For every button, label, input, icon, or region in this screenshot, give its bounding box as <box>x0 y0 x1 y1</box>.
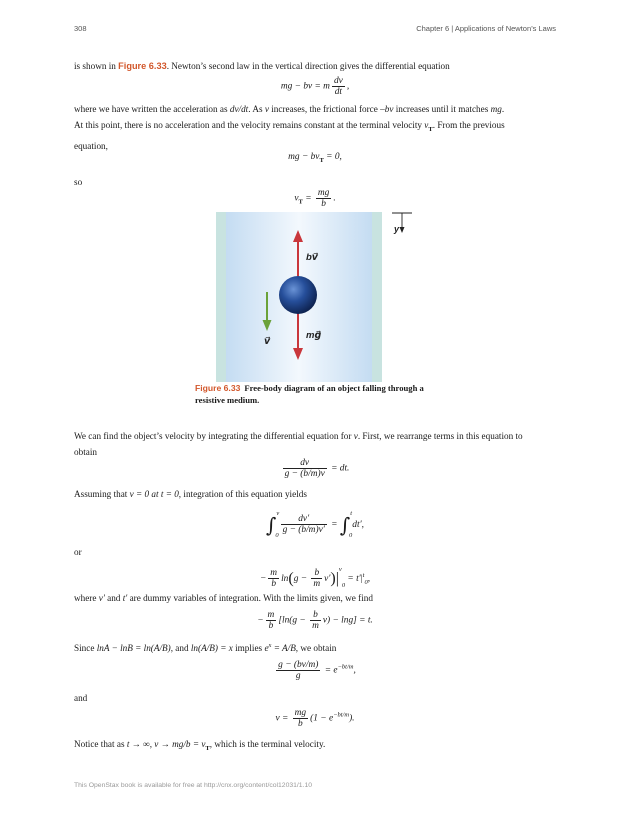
text: and <box>173 643 191 654</box>
term: g − <box>293 574 310 584</box>
numerator: g − (bv/m) <box>278 660 319 670</box>
term: (1 − e <box>310 713 334 724</box>
text: integration of this equation yields <box>181 489 307 499</box>
line <box>74 428 556 444</box>
text: and <box>104 593 123 603</box>
lower-limit: 0 <box>275 532 279 539</box>
denominator: m <box>313 579 321 590</box>
numerator: mg <box>317 188 330 198</box>
text: we obtain <box>298 643 337 654</box>
eq-tail: , <box>353 665 356 676</box>
equation-terminal <box>0 152 630 164</box>
text: . First, we rearrange terms in this equation to <box>357 431 523 441</box>
equation-velocity <box>0 708 630 729</box>
paragraph-assume <box>74 486 556 502</box>
chapter-header: Chapter 6 | Applications of Newton’s Laws <box>416 24 556 33</box>
text: are dummy variables of integration. With the limits given, we find <box>127 593 373 603</box>
fraction <box>316 188 331 209</box>
math: e <box>264 643 269 654</box>
numerator: b <box>311 568 322 579</box>
denominator: b <box>271 579 277 590</box>
eq-tail: = dt. <box>328 463 350 474</box>
math: v <box>353 431 358 441</box>
denominator: b <box>298 719 303 729</box>
math: ln(A/B) = x <box>190 643 233 654</box>
equation-rearranged <box>0 458 630 479</box>
lower-limit: 0 <box>341 582 346 589</box>
fraction <box>276 660 320 681</box>
math: , <box>209 739 213 749</box>
denominator: b <box>268 621 274 631</box>
text: is shown in <box>74 61 119 71</box>
equals: = <box>328 520 340 530</box>
text: At this point, there is no acceleration and the velocity remains constant at the terminal velocity <box>74 120 425 130</box>
math: v <box>424 120 429 130</box>
fraction <box>268 568 279 589</box>
upper-limit: t <box>362 571 365 579</box>
minus: − <box>259 574 267 584</box>
paragraph-dummy <box>74 590 556 606</box>
figure-caption <box>195 382 445 406</box>
text: . As <box>248 104 265 114</box>
term: v) − lng] = t. <box>322 615 373 626</box>
eq-tail: , <box>367 574 371 584</box>
word-and: and <box>74 693 88 703</box>
text: Since <box>74 643 97 654</box>
numerator: dv <box>283 458 327 469</box>
integral-sign: ∫ <box>339 512 351 537</box>
falling-ball <box>279 276 317 314</box>
lower-limit: 0 <box>364 578 368 586</box>
text: Assuming that <box>74 489 130 499</box>
numerator: dv′ <box>281 514 327 525</box>
equals: = <box>302 193 314 204</box>
numerator: dv <box>333 76 343 86</box>
integral-sign: ∫ <box>266 512 277 537</box>
line <box>74 101 556 117</box>
numerator: m <box>270 568 278 579</box>
subscript: T <box>205 744 210 752</box>
fraction <box>281 514 327 535</box>
superscript: −bt/m <box>337 663 354 671</box>
line <box>74 117 556 138</box>
text: . From the previous <box>432 120 505 130</box>
footer-note: This OpenStax book is available for free at http://cnx.org/content/col12031/1.10 <box>74 782 313 789</box>
page-number: 308 <box>74 24 87 33</box>
math: v <box>264 104 269 114</box>
eq-tail: ). <box>349 713 355 724</box>
subscript: T <box>298 198 303 206</box>
eq-lhs: mg − bv = m <box>280 81 330 92</box>
velocity-label: v⃗ <box>264 336 271 347</box>
text: where <box>74 593 99 603</box>
lower-limit: 0 <box>349 532 353 539</box>
upper-limit: t <box>350 510 353 517</box>
term: v′ <box>324 574 331 584</box>
math: dv/dt <box>229 104 249 114</box>
ln: ln <box>281 574 289 584</box>
denominator: g − (b/m)v <box>284 469 325 479</box>
denominator: b <box>321 199 326 209</box>
drag-force-label: bv⃗ <box>306 252 318 263</box>
eq-rhs: = e <box>322 665 338 676</box>
text: which is the terminal velocity. <box>212 739 326 749</box>
word-or: or <box>74 547 82 557</box>
eq-body: mg − bv <box>288 152 320 162</box>
denominator: g − (b/m)v′ <box>282 525 325 536</box>
numerator: m <box>267 610 275 620</box>
paragraph-terminal <box>74 101 556 154</box>
fraction <box>311 568 322 589</box>
superscript: −bt/m <box>333 711 350 719</box>
subscript: T <box>319 156 324 164</box>
figure-link[interactable]: Figure 6.33 <box>118 61 167 71</box>
denominator: g <box>295 671 301 681</box>
numerator: mg <box>294 708 307 718</box>
math: bv <box>384 104 394 114</box>
equation-newton <box>0 76 630 97</box>
math: v = 0 at t = 0, <box>129 489 182 499</box>
text: increases, the frictional force – <box>268 104 385 114</box>
caption-text: Free-body diagram of an object falling through a resistive medium. <box>195 383 424 405</box>
text: Notice that as <box>74 739 127 749</box>
denominator: dt <box>334 87 343 97</box>
equation-log-limits: − $\frac{m}{b}$ ln(g − $\frac{b}{m}$ $v')|^v_0 = t'|^t_0$, <box>259 566 371 590</box>
weight-force-label: mg⃗ <box>306 330 322 341</box>
equation-vt <box>0 188 630 209</box>
fraction <box>310 610 321 631</box>
fraction <box>283 458 327 479</box>
paragraph-since <box>74 638 556 656</box>
math: v′ <box>98 593 105 603</box>
text: . Newton’s second law in the vertical direction gives the differential equation <box>166 61 450 71</box>
eq-tail: , <box>346 81 350 92</box>
upper-limit: v <box>338 566 342 573</box>
numerator: b <box>310 610 321 621</box>
free-body-diagram <box>210 210 430 382</box>
math: t → ∞, v → mg/b = v <box>126 739 206 749</box>
eq-lhs: v <box>294 193 299 204</box>
y-axis-arrowhead <box>400 227 405 233</box>
superscript: x <box>268 642 272 649</box>
minus: − <box>257 615 264 626</box>
eq-tail: = 0, <box>323 152 342 162</box>
math: mg <box>490 104 502 114</box>
text: increases until it matches <box>393 104 491 114</box>
container-wall-right <box>372 212 382 382</box>
eq-tail: . <box>333 193 336 204</box>
y-axis-label: y <box>394 224 400 234</box>
fraction <box>266 610 277 631</box>
equation-evaluated <box>0 610 630 631</box>
paragraph-integrate <box>74 428 556 460</box>
denominator: m <box>312 621 319 631</box>
math: lnA − lnB = ln(A/B), <box>96 643 173 654</box>
term: [ln(g − <box>278 615 309 626</box>
math: = A/B, <box>271 643 299 654</box>
fraction <box>293 708 308 729</box>
upper-limit: v <box>276 510 280 517</box>
container-wall-left <box>216 212 226 382</box>
math: t′ <box>122 593 128 603</box>
equation-exponential <box>0 660 630 681</box>
text: We can find the object’s velocity by integrating the differential equation for <box>74 431 354 441</box>
fraction <box>332 76 345 97</box>
text: . <box>501 104 505 114</box>
text: implies <box>232 643 265 654</box>
eq-rhs: = t′ <box>345 574 361 584</box>
paragraph-intro <box>74 58 556 74</box>
subscript: T <box>428 125 433 133</box>
word-so: so <box>74 177 83 187</box>
eq-rhs: dt′, <box>352 520 364 530</box>
eq-lhs: v = <box>275 713 291 724</box>
equation-integral <box>0 510 630 539</box>
line: obtain <box>74 447 97 457</box>
text: where we have written the acceleration as <box>74 104 230 114</box>
caption-label: Figure 6.33 <box>195 383 241 393</box>
line: equation, <box>74 140 108 151</box>
paragraph-notice <box>74 736 556 757</box>
